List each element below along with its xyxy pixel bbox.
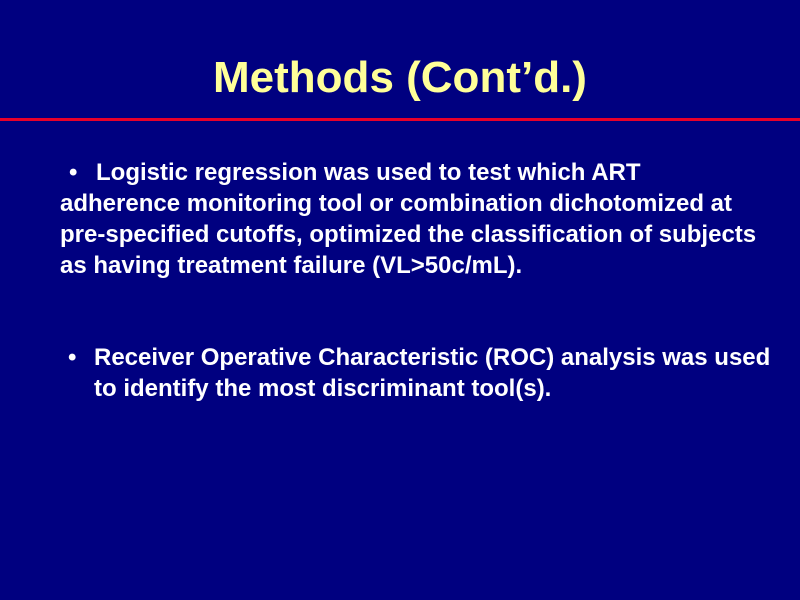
slide-title: Methods (Cont’d.) xyxy=(213,53,587,102)
bullet-marker: • xyxy=(68,344,77,371)
bullet-item-logistic-regression xyxy=(60,157,760,281)
title-divider xyxy=(0,118,800,121)
bullet-item-roc-analysis xyxy=(68,342,774,404)
bullet-marker: • xyxy=(69,159,78,186)
bullet-text: Receiver Operative Characteristic (ROC) analysis was used to identify the most discriminant tool(s). xyxy=(94,344,771,402)
bullet-text: Logistic regression was used to test which ART adherence monitoring tool or combination dichotomized at pre-specified cutoffs, optimized the classification of subjects as having treatment failure (VL>50c/mL). xyxy=(60,159,757,279)
